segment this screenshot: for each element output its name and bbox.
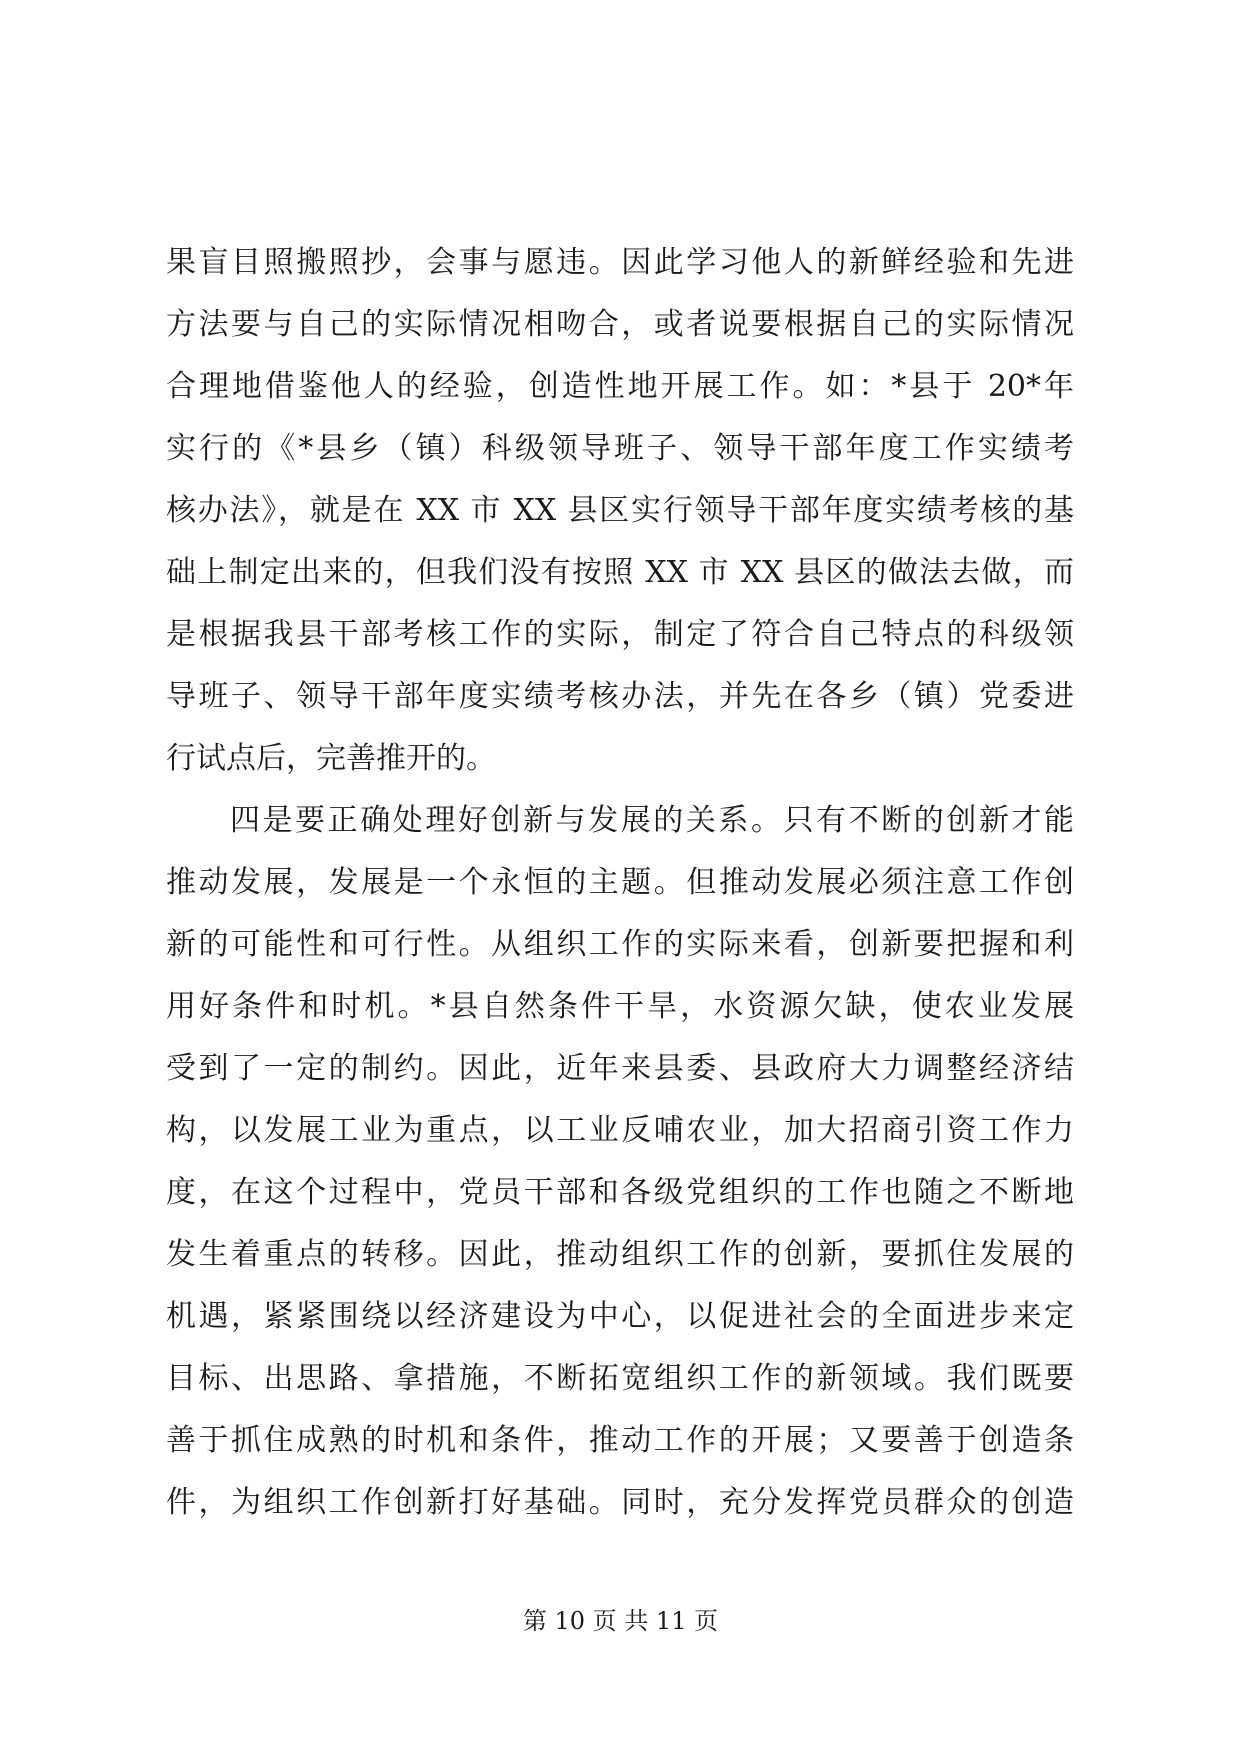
text-line: 发生着重点的转移。因此，推动组织工作的创新，要抓住发展的 (166, 1237, 1074, 1272)
text-line: 推动发展，发展是一个永恒的主题。但推动发展必须注意工作创 (166, 865, 1074, 900)
text-line: 导班子、领导干部年度实绩考核办法，并先在各乡（镇）党委进 (166, 679, 1074, 714)
page-number-label: 第 10 页 共 11 页 (522, 1607, 719, 1635)
paragraph-1 (166, 232, 1074, 790)
text-line: 善于抓住成熟的时机和条件，推动工作的开展；又要善于创造条 (166, 1423, 1074, 1458)
text-line: 础上制定出来的，但我们没有按照 XX 市 XX 县区的做法去做，而 (166, 555, 1074, 590)
text-line: 四是要正确处理好创新与发展的关系。只有不断的创新才能 (230, 803, 1074, 838)
text-line: 核办法》，就是在 XX 市 XX 县区实行领导干部年度实绩考核的基 (166, 493, 1074, 528)
text-line: 合理地借鉴他人的经验，创造性地开展工作。如：*县于 20*年 (166, 369, 1074, 404)
text-line: 受到了一定的制约。因此，近年来县委、县政府大力调整经济结 (166, 1051, 1074, 1086)
text-line: 构，以发展工业为重点，以工业反哺农业，加大招商引资工作力 (166, 1113, 1074, 1148)
text-line: 方法要与自己的实际情况相吻合，或者说要根据自己的实际情况 (166, 307, 1074, 342)
text-line: 是根据我县干部考核工作的实际，制定了符合自己特点的科级领 (166, 617, 1074, 652)
paragraph-2 (166, 790, 1074, 1534)
page-footer (0, 1606, 1241, 1636)
text-line: 件，为组织工作创新打好基础。同时，充分发挥党员群众的创造 (166, 1485, 1074, 1520)
text-line: 用好条件和时机。*县自然条件干旱，水资源欠缺，使农业发展 (166, 989, 1074, 1024)
text-line: 新的可能性和可行性。从组织工作的实际来看，创新要把握和利 (166, 927, 1074, 962)
text-line: 行试点后，完善推开的。 (166, 741, 496, 776)
text-line: 实行的《*县乡（镇）科级领导班子、领导干部年度工作实绩考 (166, 431, 1074, 466)
text-line: 果盲目照搬照抄，会事与愿违。因此学习他人的新鲜经验和先进 (166, 245, 1074, 280)
text-line: 度，在这个过程中，党员干部和各级党组织的工作也随之不断地 (166, 1175, 1074, 1210)
body-text (166, 232, 1074, 1534)
text-line: 机遇，紧紧围绕以经济建设为中心，以促进社会的全面进步来定 (166, 1299, 1074, 1334)
text-line: 目标、出思路、拿措施，不断拓宽组织工作的新领域。我们既要 (166, 1361, 1074, 1396)
